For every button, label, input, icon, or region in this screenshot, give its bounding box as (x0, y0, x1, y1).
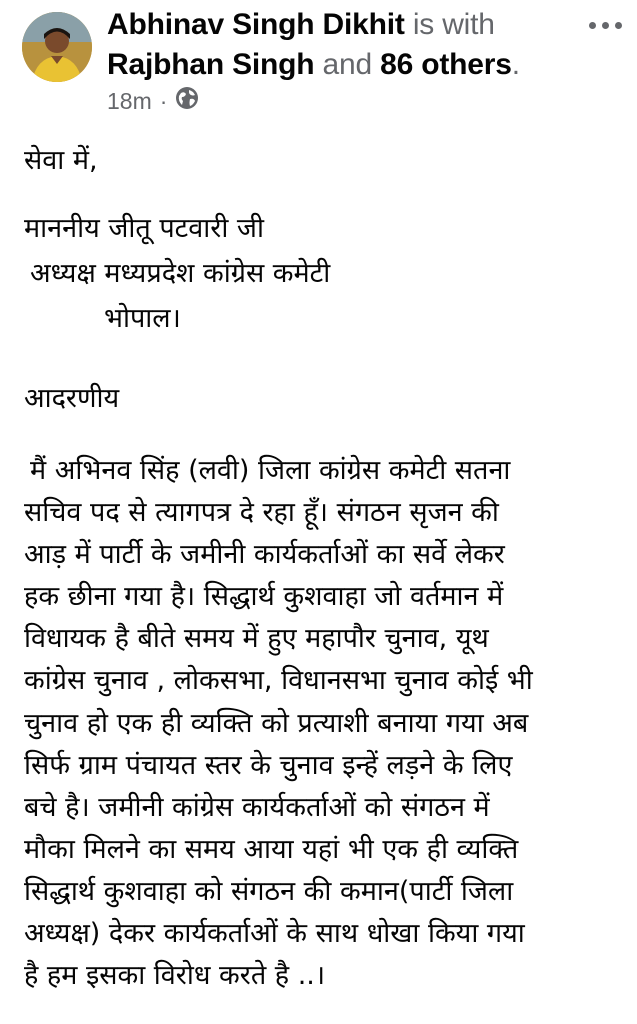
body-line: विधायक है बीते समय में हुए महापौर चुनाव, यूथ (24, 623, 489, 655)
tagged-others-link[interactable]: 86 others (380, 48, 512, 81)
post-author-line (107, 5, 577, 85)
addressee-line: माननीय जीतू पटवारी जी (24, 213, 264, 244)
body-line: मौका मिलने का समय आया यहां भी एक ही व्यक्ति (24, 833, 519, 865)
avatar[interactable] (22, 12, 92, 82)
globe-icon (175, 86, 199, 116)
body-line: सचिव पद से त्यागपत्र दे रहा हूँ। संगठन सृजन की (24, 497, 499, 529)
more-dot (589, 22, 596, 29)
letter-salutation: सेवा में, (24, 145, 98, 176)
body-line: कांग्रेस चुनाव , लोकसभा, विधानसभा चुनाव कोई भी (24, 665, 533, 697)
addressee-line: भोपाल। (104, 303, 181, 334)
post-header (0, 0, 637, 120)
body-line: चुनाव हो एक ही व्यक्ति को प्रत्याशी बनाया गया अब (24, 707, 529, 739)
letter-body (24, 450, 533, 997)
body-line: मैं अभिनव सिंह (लवी) जिला कांग्रेस कमेटी सतना (30, 455, 511, 486)
post-meta (107, 84, 199, 118)
more-dot (602, 22, 609, 29)
body-line: आड़ में पार्टी के जमीनी कार्यकर्ताओं का सर्वे लेकर (24, 539, 505, 571)
more-dot (615, 22, 622, 29)
body-line: अध्यक्ष) देकर कार्यकर्ताओं के साथ धोखा किया गया (24, 918, 525, 950)
letter-greeting: आदरणीय (24, 383, 120, 414)
period-text: . (511, 48, 520, 81)
meta-separator: · (159, 87, 168, 114)
with-text: is with (412, 8, 495, 41)
avatar-photo (22, 12, 92, 82)
body-line: है हम इसका विरोध करते है ..। (24, 960, 326, 992)
addressee-line: अध्यक्ष मध्यप्रदेश कांग्रेस कमेटी (30, 258, 331, 289)
tagged-person-name[interactable]: Rajbhan Singh (107, 48, 315, 81)
letter-addressee (24, 206, 330, 341)
and-text: and (322, 48, 373, 81)
body-line: बचे है। जमीनी कांग्रेस कार्यकर्ताओं को संगठन में (24, 791, 490, 823)
post-timestamp[interactable]: 18m (107, 87, 152, 114)
body-line: सिद्धार्थ कुशवाहा को संगठन की कमान(पार्टी जिला (24, 875, 514, 907)
author-name[interactable]: Abhinav Singh Dikhit (107, 8, 405, 41)
body-line: सिर्फ ग्राम पंचायत स्तर के चुनाव इन्हें लड़ने के लिए (24, 749, 513, 781)
more-options-icon[interactable] (581, 10, 629, 40)
body-line: हक छीना गया है। सिद्धार्थ कुशवाहा जो वर्तमान में (24, 581, 504, 613)
